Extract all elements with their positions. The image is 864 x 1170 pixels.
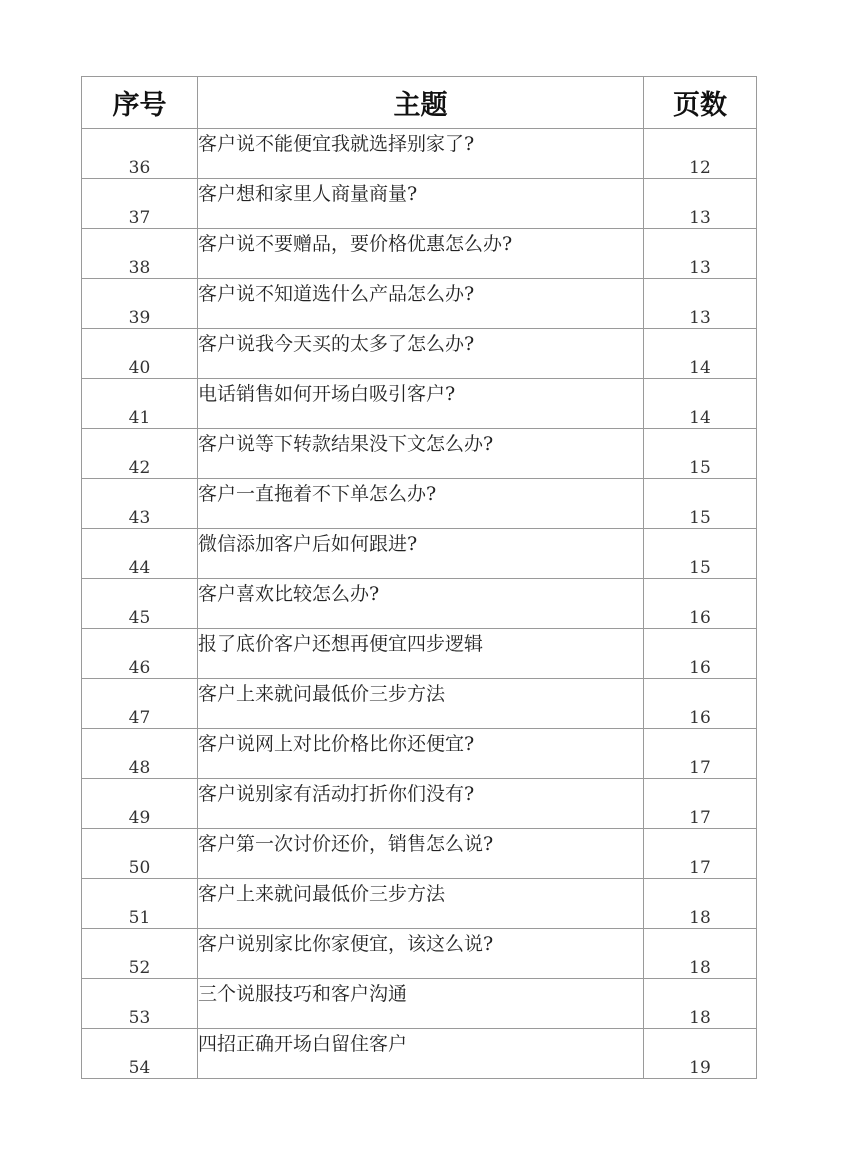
row-topic: 客户说不知道选什么产品怎么办? bbox=[198, 279, 644, 329]
row-topic: 四招正确开场白留住客户 bbox=[198, 1029, 644, 1079]
row-page: 15 bbox=[644, 529, 757, 579]
table-row bbox=[82, 529, 757, 579]
table-row bbox=[82, 179, 757, 229]
row-number: 37 bbox=[82, 179, 198, 229]
row-page: 18 bbox=[644, 879, 757, 929]
table-row bbox=[82, 1029, 757, 1079]
row-number: 53 bbox=[82, 979, 198, 1029]
row-number: 45 bbox=[82, 579, 198, 629]
row-number: 43 bbox=[82, 479, 198, 529]
row-topic: 客户说等下转款结果没下文怎么办? bbox=[198, 429, 644, 479]
row-number: 40 bbox=[82, 329, 198, 379]
row-page: 17 bbox=[644, 779, 757, 829]
row-topic: 客户上来就问最低价三步方法 bbox=[198, 879, 644, 929]
table-row bbox=[82, 429, 757, 479]
row-page: 14 bbox=[644, 379, 757, 429]
table-row bbox=[82, 779, 757, 829]
row-topic: 客户说不能便宜我就选择别家了? bbox=[198, 129, 644, 179]
row-page: 18 bbox=[644, 929, 757, 979]
table-row bbox=[82, 479, 757, 529]
row-number: 42 bbox=[82, 429, 198, 479]
row-number: 52 bbox=[82, 929, 198, 979]
table-row bbox=[82, 929, 757, 979]
row-number: 48 bbox=[82, 729, 198, 779]
row-number: 49 bbox=[82, 779, 198, 829]
row-topic: 客户一直拖着不下单怎么办? bbox=[198, 479, 644, 529]
row-page: 12 bbox=[644, 129, 757, 179]
table-body bbox=[82, 129, 757, 1079]
table-row bbox=[82, 679, 757, 729]
row-number: 50 bbox=[82, 829, 198, 879]
row-page: 18 bbox=[644, 979, 757, 1029]
row-topic: 客户想和家里人商量商量? bbox=[198, 179, 644, 229]
row-page: 17 bbox=[644, 729, 757, 779]
row-topic: 客户说不要赠品，要价格优惠怎么办? bbox=[198, 229, 644, 279]
row-number: 54 bbox=[82, 1029, 198, 1079]
row-topic: 客户说别家有活动打折你们没有? bbox=[198, 779, 644, 829]
row-topic: 客户说我今天买的太多了怎么办? bbox=[198, 329, 644, 379]
table-of-contents bbox=[81, 76, 757, 1079]
header-topic: 主题 bbox=[198, 77, 644, 129]
row-number: 44 bbox=[82, 529, 198, 579]
row-page: 14 bbox=[644, 329, 757, 379]
row-number: 38 bbox=[82, 229, 198, 279]
row-number: 39 bbox=[82, 279, 198, 329]
row-number: 46 bbox=[82, 629, 198, 679]
table-row bbox=[82, 879, 757, 929]
row-page: 19 bbox=[644, 1029, 757, 1079]
row-topic: 客户说别家比你家便宜，该这么说? bbox=[198, 929, 644, 979]
table-row bbox=[82, 579, 757, 629]
row-page: 13 bbox=[644, 279, 757, 329]
row-topic: 客户说网上对比价格比你还便宜? bbox=[198, 729, 644, 779]
table-row bbox=[82, 329, 757, 379]
table-row bbox=[82, 229, 757, 279]
table-row bbox=[82, 979, 757, 1029]
row-topic: 三个说服技巧和客户沟通 bbox=[198, 979, 644, 1029]
row-topic: 微信添加客户后如何跟进? bbox=[198, 529, 644, 579]
row-page: 13 bbox=[644, 179, 757, 229]
row-topic: 电话销售如何开场白吸引客户? bbox=[198, 379, 644, 429]
row-number: 36 bbox=[82, 129, 198, 179]
row-page: 17 bbox=[644, 829, 757, 879]
row-topic: 客户喜欢比较怎么办? bbox=[198, 579, 644, 629]
row-number: 41 bbox=[82, 379, 198, 429]
table-row bbox=[82, 629, 757, 679]
table-row bbox=[82, 279, 757, 329]
table-row bbox=[82, 829, 757, 879]
row-page: 16 bbox=[644, 579, 757, 629]
row-topic: 客户第一次讨价还价，销售怎么说? bbox=[198, 829, 644, 879]
row-topic: 报了底价客户还想再便宜四步逻辑 bbox=[198, 629, 644, 679]
row-topic: 客户上来就问最低价三步方法 bbox=[198, 679, 644, 729]
row-number: 51 bbox=[82, 879, 198, 929]
header-row bbox=[82, 77, 757, 129]
header-number: 序号 bbox=[82, 77, 198, 129]
header-page: 页数 bbox=[644, 77, 757, 129]
row-page: 16 bbox=[644, 679, 757, 729]
row-page: 13 bbox=[644, 229, 757, 279]
table-row bbox=[82, 129, 757, 179]
row-page: 15 bbox=[644, 429, 757, 479]
table-row bbox=[82, 729, 757, 779]
row-number: 47 bbox=[82, 679, 198, 729]
table-row bbox=[82, 379, 757, 429]
row-page: 15 bbox=[644, 479, 757, 529]
row-page: 16 bbox=[644, 629, 757, 679]
